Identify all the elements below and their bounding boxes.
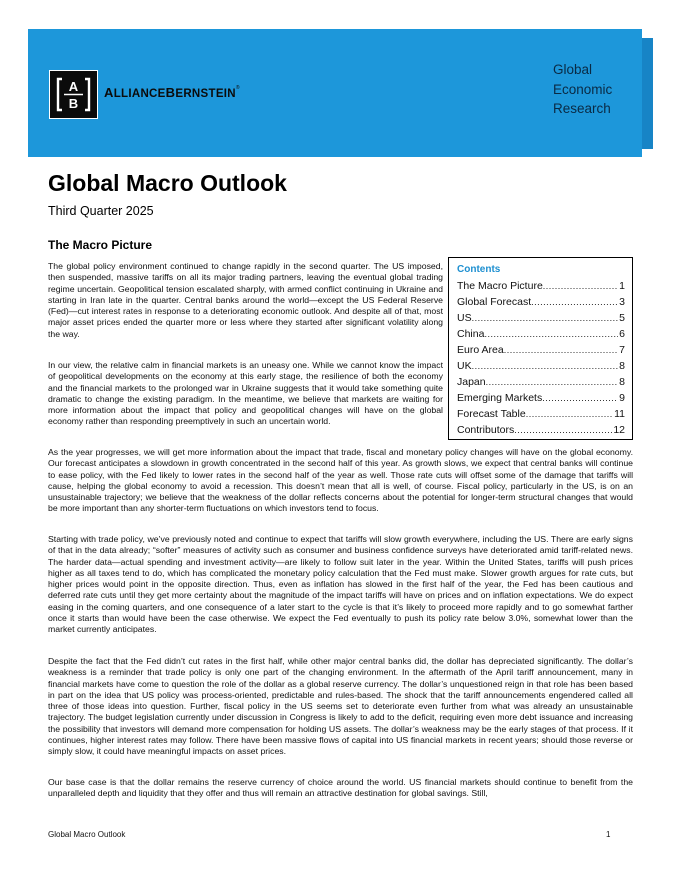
toc-item-page: 7	[619, 344, 625, 356]
toc-item-label: UK	[457, 360, 472, 372]
banner-label	[553, 60, 612, 119]
toc-leader	[542, 393, 618, 403]
toc-leader	[514, 425, 612, 435]
body-paragraph: Starting with trade policy, we’ve previously noted and continue to expect that tariffs will slow growth everywhere, including the US. There are early signs of that in the data already; “softer” measures of activity such as consumer and business confidence surveys have deteriorated amid tariff-related news. The harder data—actual spending and investment activity—are likely to follow suit later in the year. Within the United States, tariffs will push prices higher as all taxes tend to do, which has complicated the monetary policy calculation that the Fed must make. Slower growth argues for rate cuts, but higher prices would point in the opposite direction. Thus, even as inflation has slowed in the first half of the year, the Fed has been cautious and deferred rate cuts until they get more certainty about the magnitude of the impact tariffs will have on prices and on inflation expectations. We do expect easing in the coming quarters, and one consequence of a later start to the cycle is that it’s likely to proceed more rapidly and to go somewhat farther once it starts than would have been the case otherwise. We expect the Fed eventually to push its policy rate below 3.0%, somewhat lower than the market currently anticipates.	[48, 534, 633, 634]
toc-item[interactable]	[457, 296, 625, 308]
toc-leader	[526, 409, 613, 419]
body-paragraph: Despite the fact that the Fed didn’t cut rates in the first half, while other major central banks did, the dollar has depreciated significantly. The dollar’s weakness is a reminder that trade policy is only one part of the changing environment. In the aftermath of the April tariff announcement, many in financial markets have come to question the role of the dollar as a global reserve currency. The dollar’s unquestioned reign in that role has been based in part on the idea that US policy was process-oriented, predictable and rules-based. The shock that the tariff announcements engendered called all three of those ideas into question. Further, fiscal policy in the US seems set to deteriorate even further from what was already an unsustainable trajectory. The budget legislation currently under discussion in Congress is likely to add to the deficit, requiring even more debt issuance and increasing the possibility that investors will demand more compensation for holding US assets. The dollar’s weakness may be the early stages of that process. If it continues, higher interest rates may follow. There have been massive flows of capital into US financial markets in recent years; should those reverse or simply slow, it could have meaningful impacts on asset prices.	[48, 656, 633, 756]
toc-item[interactable]	[457, 344, 625, 356]
svg-text:B: B	[68, 96, 79, 111]
toc-leader	[543, 281, 618, 291]
body-paragraph: As the year progresses, we will get more information about the impact that trade, fiscal and monetary policy changes will have on the global economy. Our forecast anticipates a slowdown in growth concentrated in the second half of this year. As growth slows, we expect that central banks will continue to ease policy, with the Fed likely to lower rates in the second half of the year as well. Those rate cuts will offset some of the damage that tariffs will cause, helping the global economy to avoid a recession. This doesn’t mean that all is well, of course. Fiscal policy, particularly in the US, is on an unsustainable trajectory; we believe that the weakness of the dollar reflects concerns about the potential for longer-term structural changes that would be more important than any shorter-term fluctuations on which investors tend to focus.	[48, 447, 633, 514]
toc-item-label: Japan	[457, 376, 486, 388]
toc-leader	[484, 329, 618, 339]
toc-leader	[531, 297, 618, 307]
body-paragraph: In our view, the relative calm in financial markets is an uneasy one. While we cannot know the impact of geopolitical developments on the economy at this early stage, the resilience of both the economy and the financial markets to the prolonged war in Ukraine suggests that it would take something quite dramatic to change the existing paradigm. In the meantime, we believe that markets are waiting for more information about the impact that policy and geopolitical changes will have on the global economy rather than responding preemptively in such an uncertain world.	[48, 360, 443, 427]
toc-item-page: 11	[614, 408, 625, 420]
page-number: 1	[606, 830, 611, 839]
toc-item-label: Contributors	[457, 424, 515, 436]
toc-item-label: US	[457, 312, 472, 324]
svg-text:A: A	[68, 79, 79, 94]
ab-logo-icon	[49, 70, 98, 119]
toc-item-page: 3	[619, 296, 625, 308]
toc-leader	[472, 361, 619, 371]
toc-leader	[504, 345, 618, 355]
toc-leader	[486, 377, 619, 387]
toc-leader	[472, 313, 619, 323]
toc-item-page: 12	[613, 424, 625, 436]
toc-item-label: Euro Area	[457, 344, 504, 356]
toc-item-label: Emerging Markets	[457, 392, 543, 404]
banner-label-line: Research	[553, 101, 611, 116]
toc-item[interactable]	[457, 392, 625, 404]
banner-label-line: Global	[553, 62, 593, 77]
toc-item[interactable]	[457, 408, 625, 420]
body-paragraph: The global policy environment continued to change rapidly in the second quarter. The US imposed, then suspended, massive tariffs on all its major trading partners, leaving the eventual global trading regime uncertain. Geopolitical tension escalated sharply, with armed conflict continuing in Ukraine and starting in Iran late in the quarter. Central banks around the world—except the US Federal Reserve (Fed)—cut interest rates in response to a deteriorating economic outlook. And despite all of that, most major asset prices ended the quarter more or less where they started after significant volatility along the way.	[48, 261, 443, 339]
toc-item-label: Forecast Table	[457, 408, 526, 420]
toc-item[interactable]	[457, 376, 625, 388]
toc-item-label: The Macro Picture	[457, 280, 543, 292]
toc-item-page: 6	[619, 328, 625, 340]
page-subtitle: Third Quarter 2025	[48, 204, 154, 218]
brand-name: ALLIANCEBERNSTEIN®	[104, 85, 240, 100]
toc-item-page: 8	[619, 376, 625, 388]
toc-item[interactable]	[457, 280, 625, 292]
section-heading: The Macro Picture	[48, 238, 153, 252]
toc-item-page: 1	[619, 280, 625, 292]
page-title: Global Macro Outlook	[48, 170, 287, 196]
toc-item[interactable]	[457, 360, 625, 372]
banner-label-line: Economic	[553, 81, 613, 97]
toc-item-label: China	[457, 328, 485, 340]
toc-item[interactable]	[457, 328, 625, 340]
toc-item-page: 9	[619, 392, 625, 404]
toc-item-page: 8	[619, 360, 625, 372]
toc-item[interactable]	[457, 312, 625, 324]
contents-title: Contents	[457, 264, 501, 275]
toc-item-page: 5	[619, 312, 625, 324]
toc-item[interactable]	[457, 424, 625, 436]
contents-box	[448, 257, 633, 440]
toc-item-label: Global Forecast	[457, 296, 532, 308]
body-paragraph: Our base case is that the dollar remains the reserve currency of choice around the world. US financial markets should continue to benefit from the unparalleled depth and liquidity that they offer and thus will remain an attractive destination for global savings. Still,	[48, 777, 633, 799]
footer-title: Global Macro Outlook	[48, 830, 126, 839]
